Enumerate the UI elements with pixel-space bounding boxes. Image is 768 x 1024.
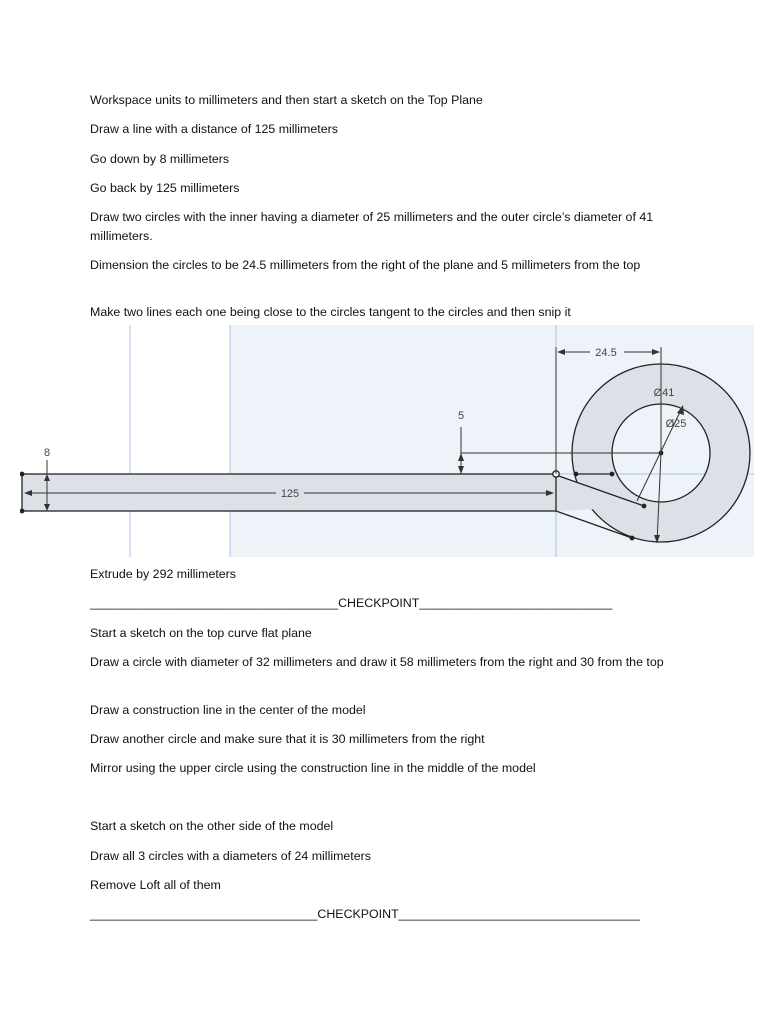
dim-length-label: 125 — [280, 488, 300, 500]
instruction-line-125: Draw a line with a distance of 125 millimeters — [90, 122, 338, 136]
instruction-three-circles: Draw all 3 circles with a diameters of 24 millimeters — [90, 849, 371, 863]
instruction-back-125: Go back by 125 millimeters — [90, 181, 240, 195]
instruction-another-circle: Draw another circle and make sure that it is 30 millimeters from the right — [90, 732, 485, 746]
vertex-point — [642, 504, 647, 509]
instruction-units: Workspace units to millimeters and then start a sketch on the Top Plane — [90, 93, 483, 107]
dim-outer-diameter-label: Ø41 — [653, 387, 675, 399]
vertex-point — [574, 472, 579, 477]
checkpoint-divider: _________________________________CHECKPOINT___________________________________ — [90, 907, 640, 921]
instruction-two-circles: Draw two circles with the inner having a diameter of 25 millimeters and the outer circle’s diameter of 41 millimeters. — [90, 210, 654, 243]
dim-top-label: 5 — [457, 410, 465, 422]
instruction-circle-32: Draw a circle with diameter of 32 millimeters and draw it 58 millimeters from the right and 30 from the top — [90, 655, 664, 669]
instruction-extrude: Extrude by 292 millimeters — [90, 567, 236, 581]
instruction-down-8: Go down by 8 millimeters — [90, 152, 230, 166]
instruction-construction-line: Draw a construction line in the center of the model — [90, 703, 366, 717]
instruction-remove-loft: Remove Loft all of them — [90, 878, 221, 892]
sketch-figure — [20, 325, 754, 557]
vertex-point — [610, 472, 615, 477]
dim-right-label: 24.5 — [595, 347, 617, 359]
instruction-dimension-circles: Dimension the circles to be 24.5 millimeters from the right of the plane and 5 millimeters from the top — [90, 258, 641, 272]
checkpoint-divider: ____________________________________CHECKPOINT____________________________ — [90, 596, 613, 610]
instruction-tangent-lines: Make two lines each one being close to the circles tangent to the circles and then snip it — [90, 305, 571, 319]
vertex-point — [630, 536, 635, 541]
instruction-mirror: Mirror using the upper circle using the construction line in the middle of the model — [90, 761, 536, 775]
dim-inner-diameter-label: Ø25 — [665, 418, 687, 430]
instruction-other-side-sketch: Start a sketch on the other side of the model — [90, 819, 334, 833]
dim-height-label: 8 — [43, 447, 51, 459]
instruction-top-curve-sketch: Start a sketch on the top curve flat plane — [90, 626, 312, 640]
